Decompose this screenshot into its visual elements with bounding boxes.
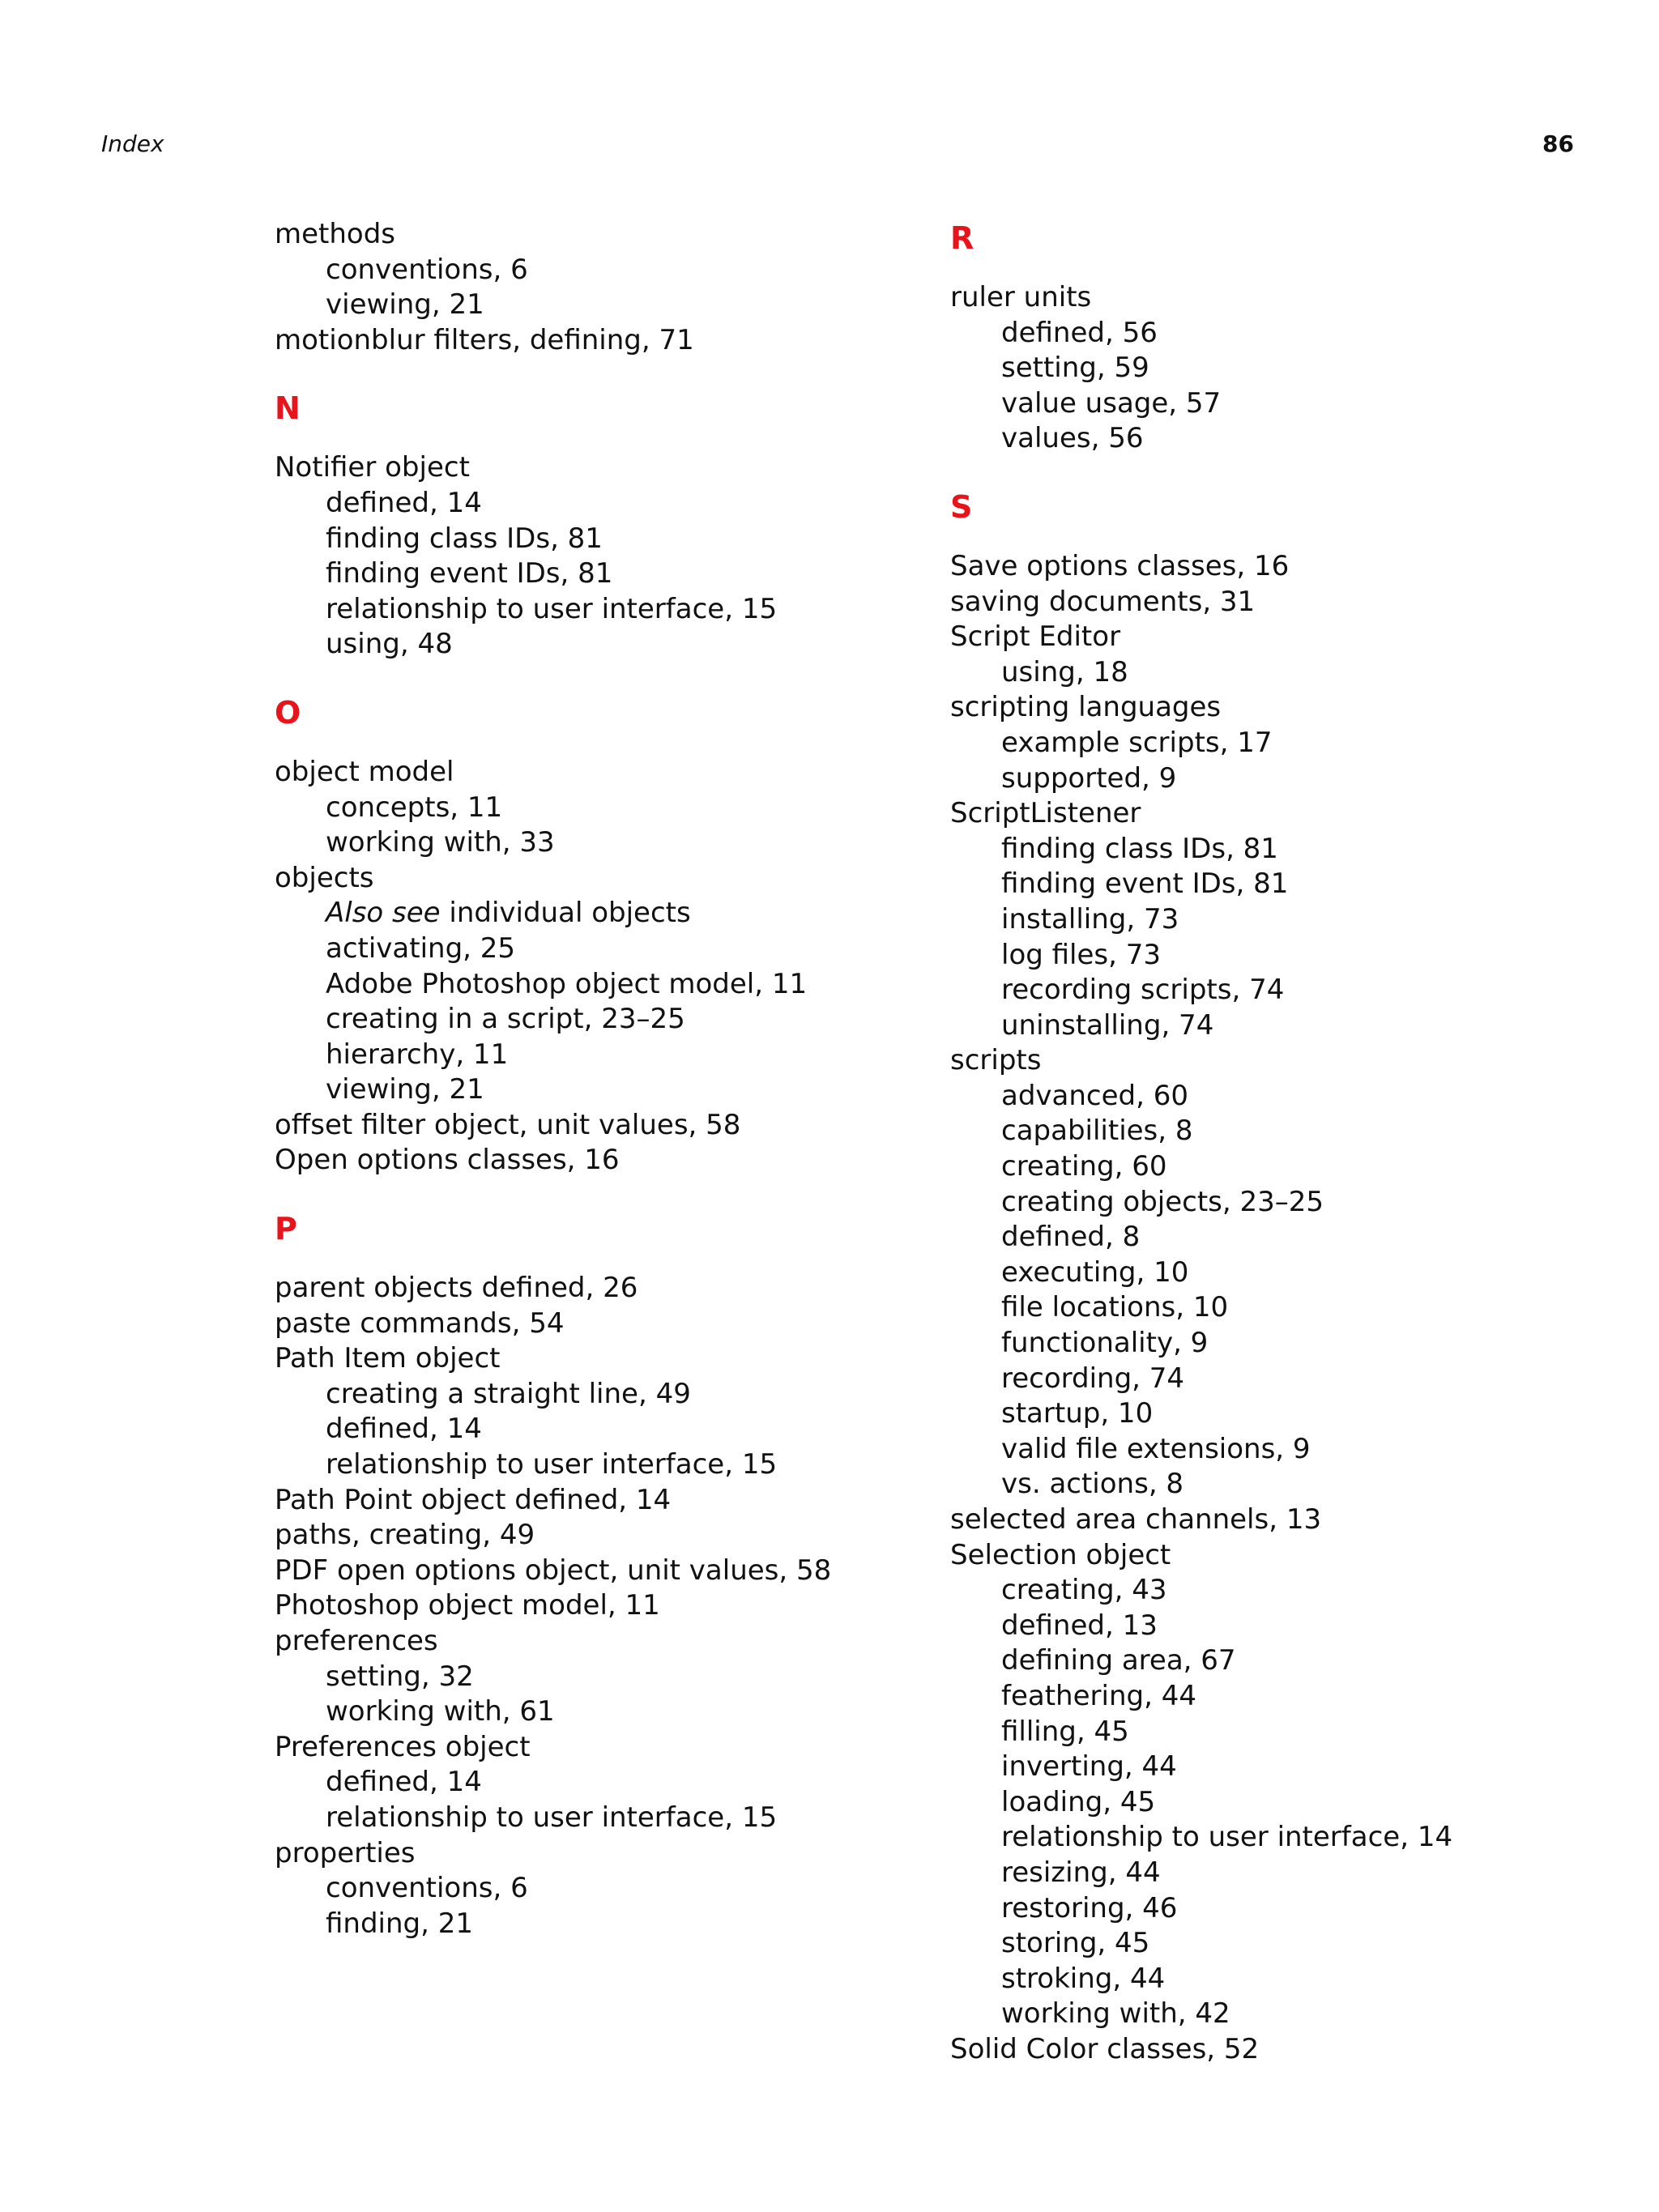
index-subentry: conventions, 6 [326,253,528,286]
index-subentry: activating, 25 [326,931,516,965]
index-subentry: concepts, 11 [326,791,503,824]
index-subentry: working with, 33 [326,826,555,859]
index-subentry: finding, 21 [326,1907,474,1940]
index-entry: offset filter object, unit values, 58 [275,1108,741,1141]
index-subentry [275,896,906,931]
index-subentry: valid file extensions, 9 [1001,1432,1311,1465]
index-entry: preferences [275,1625,438,1657]
index-subentry: capabilities, 8 [1001,1115,1193,1148]
index-entry: paste commands, 54 [275,1306,565,1340]
index-letter-heading: S [950,488,973,525]
index-subentry: feathering, 44 [1001,1679,1196,1712]
page-number: 86 [1542,130,1574,157]
index-subentry: defined, 14 [326,486,482,519]
index-subentry: vs. actions, 8 [1001,1468,1184,1501]
index-subentry: recording scripts, 74 [1001,974,1285,1007]
index-subentry: filling, 45 [1001,1715,1129,1748]
index-subentry: inverting, 44 [1001,1750,1177,1784]
index-entry: scripting languages [950,691,1222,724]
index-entry: methods [275,218,396,250]
index-subentry: restoring, 46 [1001,1891,1178,1924]
index-subentry: defined, 56 [1001,316,1158,349]
index-entry: Preferences object [275,1730,531,1763]
index-subentry: loading, 45 [1001,1785,1156,1818]
index-subentry: uninstalling, 74 [1001,1008,1214,1042]
index-subentry: finding class IDs, 81 [326,522,603,555]
index-entry: ScriptListener [950,797,1141,830]
index-subentry: log files, 73 [1001,938,1162,971]
index-entry: saving documents, 31 [950,585,1256,618]
index-subentry: defined, 8 [1001,1221,1141,1254]
index-subentry: value usage, 57 [1001,386,1222,420]
index-entry: properties [275,1836,416,1869]
index-subentry: defined, 14 [326,1413,482,1446]
index-subentry: setting, 32 [326,1660,474,1693]
index-subentry: creating a straight line, 49 [326,1377,691,1410]
index-subentry: defined, 14 [326,1766,482,1799]
index-column-right [950,217,1614,2068]
index-entry: Selection object [950,1538,1171,1571]
index-subentry: executing, 10 [1001,1255,1189,1289]
index-letter-heading: O [275,694,301,731]
index-entry: paths, creating, 49 [275,1519,535,1552]
running-header-section: Index [101,130,164,157]
index-subentry: storing, 45 [1001,1927,1150,1960]
index-column-left [275,217,906,1941]
index-subentry: defined, 13 [1001,1609,1158,1642]
index-entry: parent objects defined, 26 [275,1272,638,1305]
index-subentry: hierarchy, 11 [326,1038,509,1071]
index-subentry: creating, 60 [1001,1150,1167,1183]
index-subentry: relationship to user interface, 15 [326,1448,778,1481]
index-letter-heading: P [275,1211,297,1247]
index-entry: Solid Color classes, 52 [950,2032,1260,2065]
index-entry: selected area channels, 13 [950,1503,1322,1536]
index-entry: ruler units [950,281,1092,313]
index-subentry: creating objects, 23–25 [1001,1185,1324,1218]
index-subentry: startup, 10 [1001,1397,1154,1430]
index-entry: Notifier object [275,451,470,484]
index-subentry: relationship to user interface, 15 [326,592,778,625]
index-subentry: advanced, 60 [1001,1079,1188,1112]
index-letter-heading: R [950,220,975,256]
index-entry: Path Point object defined, 14 [275,1483,672,1516]
index-subentry: functionality, 9 [1001,1327,1209,1360]
index-subentry: finding class IDs, 81 [1001,832,1278,865]
index-subentry: example scripts, 17 [1001,726,1273,759]
index-subentry: installing, 73 [1001,902,1179,936]
index-entry: object model [275,755,454,788]
index-entry: Script Editor [950,620,1121,654]
index-subentry: resizing, 44 [1001,1856,1161,1889]
index-subentry: finding event IDs, 81 [326,557,613,590]
index-entry: Open options classes, 16 [275,1144,620,1177]
index-subentry: working with, 42 [1001,1997,1230,2031]
index-entry: objects [275,861,374,894]
index-entry: scripts [950,1044,1042,1077]
index-subentry: working with, 61 [326,1695,555,1728]
index-entry: Photoshop object model, 11 [275,1589,660,1622]
index-subentry: creating in a script, 23–25 [326,1003,685,1036]
index-entry: motionblur filters, defining, 71 [275,323,694,356]
index-entry: PDF open options object, unit values, 58 [275,1554,832,1587]
index-subentry: recording, 74 [1001,1362,1185,1395]
index-subentry: using, 18 [1001,655,1128,688]
index-subentry: Adobe Photoshop object model, 11 [326,967,808,1000]
index-subentry: conventions, 6 [326,1872,528,1905]
index-subentry: stroking, 44 [1001,1962,1166,1995]
index-subentry: viewing, 21 [326,288,484,322]
index-subentry: finding event IDs, 81 [1001,867,1289,901]
index-subentry: supported, 9 [1001,761,1177,795]
index-entry: Path Item object [275,1342,501,1375]
index-letter-heading: N [275,390,301,427]
index-subentry: creating, 43 [1001,1574,1167,1607]
index-subentry: setting, 59 [1001,352,1149,385]
index-entry-text: individual objects [440,897,691,930]
index-subentry: viewing, 21 [326,1073,484,1106]
index-subentry: using, 48 [326,628,453,661]
index-subentry: relationship to user interface, 15 [326,1801,778,1834]
index-subentry: file locations, 10 [1001,1291,1229,1324]
index-subentry: defining area, 67 [1001,1644,1236,1677]
see-also-label: Also see [326,897,441,930]
index-entry: Save options classes, 16 [950,549,1290,582]
index-subentry: values, 56 [1001,422,1144,455]
index-subentry: relationship to user interface, 14 [1001,1821,1453,1854]
